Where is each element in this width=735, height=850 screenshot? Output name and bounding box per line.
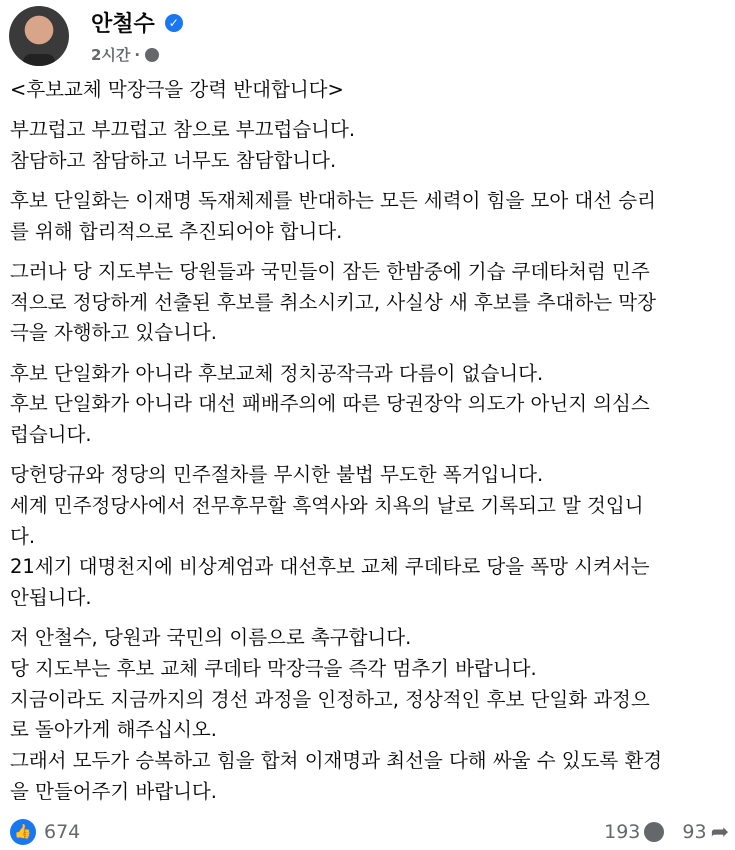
post-body <box>10 75 729 817</box>
post-text-line: 적으로 정당하게 선출된 후보를 취소시키고, 사실상 새 후보를 추대하는 막장 <box>10 290 656 314</box>
post-text-line: 를 위해 합리적으로 추진되어야 합니다. <box>10 219 343 243</box>
post-text-line: 극을 자행하고 있습니다. <box>10 321 217 345</box>
post-text-line: 로 돌아가게 해주십시오. <box>10 718 217 742</box>
post-header <box>9 6 183 66</box>
author-name[interactable]: 안철수 <box>91 12 155 37</box>
post-text-line: 그러나 당 지도부는 당원들과 국민들이 잠든 한밤중에 기습 쿠데타처럼 민주 <box>10 260 650 284</box>
share-icon[interactable]: ➦ <box>710 819 729 845</box>
post-text-line: 후보 단일화가 아니라 대선 패배주의에 따른 당권장악 의도가 아닌지 의심스 <box>10 392 650 416</box>
post-text-line: 당 지도부는 후보 교체 쿠데타 막장극을 즉각 멈추기 바랍니다. <box>10 656 537 680</box>
post-text-line: 참담하고 참담하고 너무도 참담합니다. <box>10 148 337 172</box>
comment-count[interactable]: 193 <box>604 821 641 843</box>
post-paragraph <box>10 460 729 614</box>
verified-badge-icon: ✓ <box>165 14 183 32</box>
post-text-line: 후보 단일화는 이재명 독재체제를 반대하는 모든 세력이 힘을 모아 대선 승리 <box>10 189 656 213</box>
comment-icon[interactable] <box>644 822 664 842</box>
post-paragraph <box>10 186 729 247</box>
avatar[interactable] <box>9 6 69 66</box>
post-text-line: 21세기 대명천지에 비상계엄과 대선후보 교체 쿠데타로 당을 폭망 시켜서는 <box>10 555 650 579</box>
post-text-line: 을 만들어주기 바랍니다. <box>10 779 217 803</box>
post-text-line: 그래서 모두가 승복하고 힘을 합쳐 이재명과 최선을 다해 싸울 수 있도록 환경 <box>10 749 663 773</box>
like-icon[interactable]: 👍 <box>10 819 36 845</box>
post-text-line: 안됩니다. <box>10 586 92 610</box>
post-text-line: 지금이라도 지금까지의 경선 과정을 인정하고, 정상적인 후보 단일화 과정으 <box>10 687 650 711</box>
like-count[interactable]: 674 <box>44 821 81 843</box>
post-text-line: 세계 민주정당사에서 전무후무할 흑역사와 치욕의 날로 기록되고 말 것입니 <box>10 493 644 517</box>
post-text-line: 부끄럽고 부끄럽고 참으로 부끄럽습니다. <box>10 118 356 142</box>
post-paragraph <box>10 257 729 349</box>
post-text-line: 당헌당규와 정당의 민주절차를 무시한 불법 무도한 폭거입니다. <box>10 463 544 487</box>
post-paragraph <box>10 115 729 176</box>
post-paragraph <box>10 359 729 451</box>
post-text-line: <후보교체 막장극을 강력 반대합니다> <box>10 78 344 101</box>
post-text-line: 다. <box>10 524 36 548</box>
post-text-line: 럽습니다. <box>10 423 92 447</box>
post-text-line: 저 안철수, 당원과 국민의 이름으로 촉구합니다. <box>10 626 412 650</box>
reactions-bar <box>10 817 729 847</box>
share-count[interactable]: 93 <box>682 821 707 843</box>
globe-icon <box>145 48 159 62</box>
post-paragraph <box>10 75 729 106</box>
separator: · <box>134 45 141 64</box>
post-time[interactable]: 2시간 <box>91 46 131 64</box>
post-paragraph <box>10 623 729 807</box>
post-text-line: 후보 단일화가 아니라 후보교체 정치공작극과 다름이 없습니다. <box>10 361 544 385</box>
